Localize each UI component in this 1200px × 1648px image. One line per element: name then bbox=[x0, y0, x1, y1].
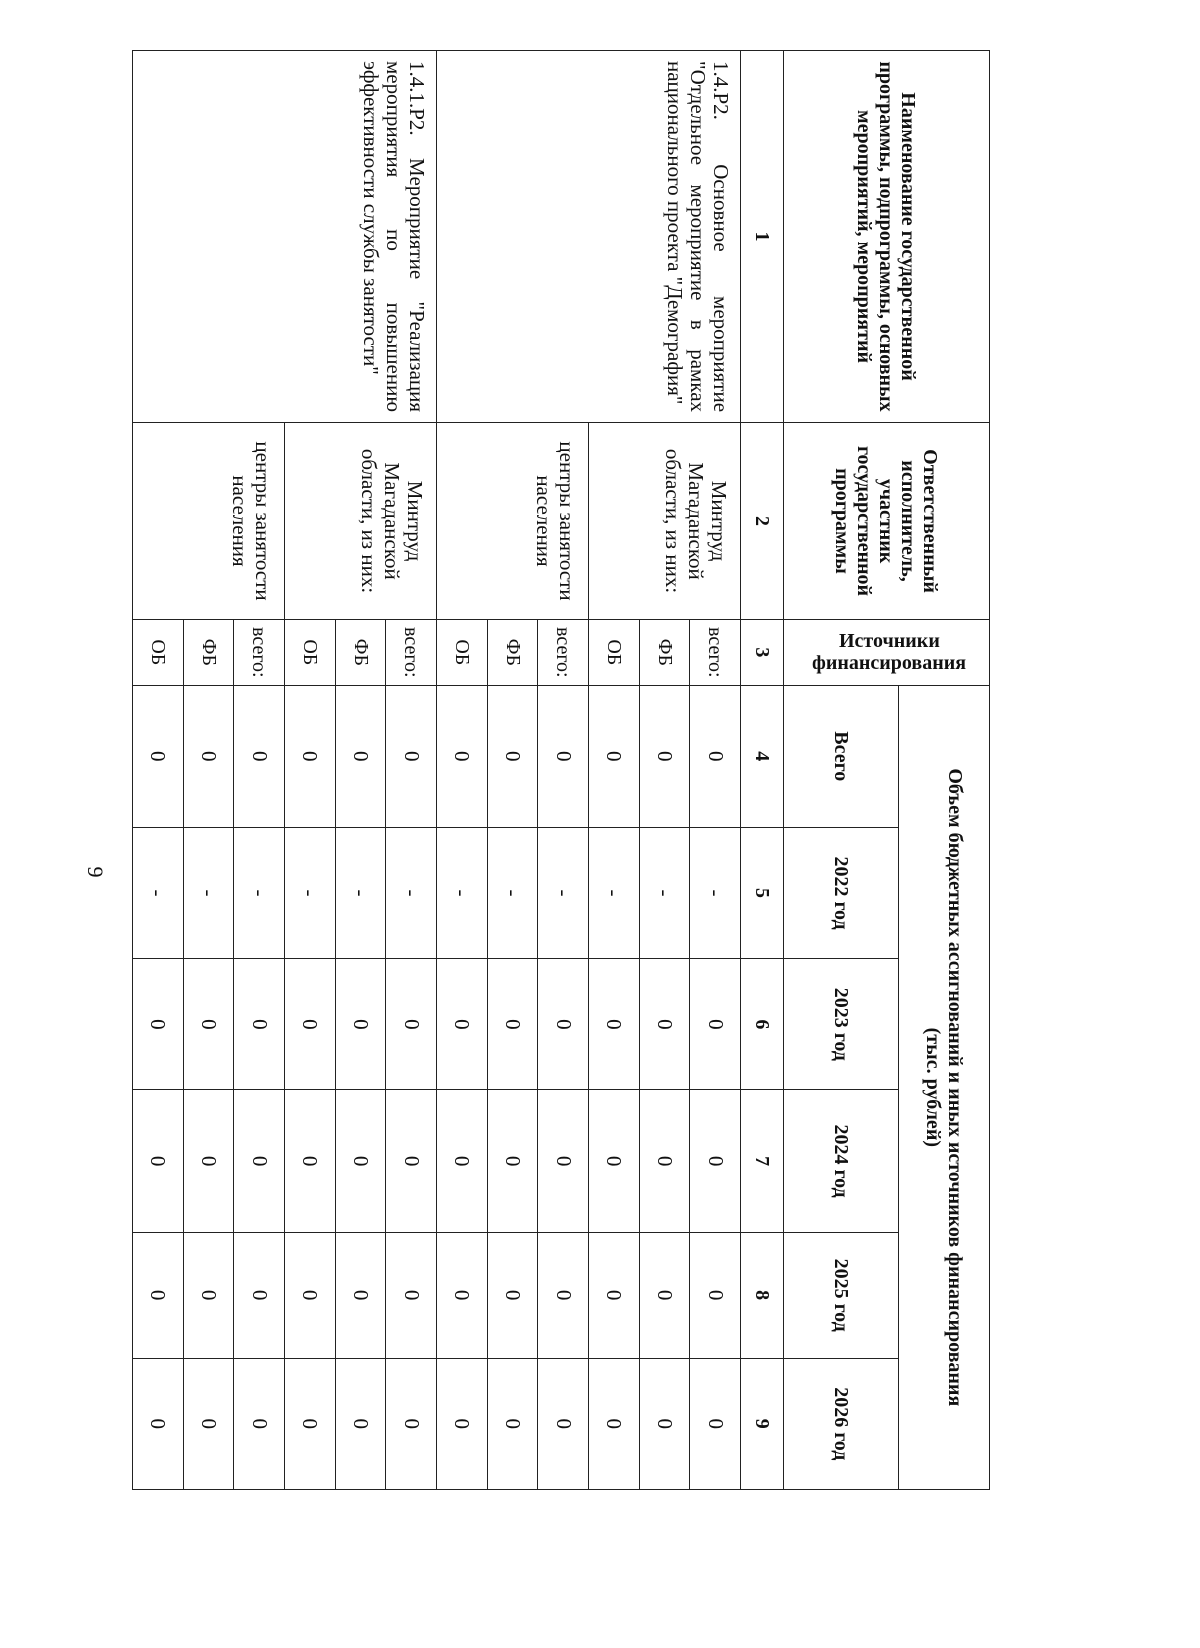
amount-cell: 0 bbox=[285, 1358, 336, 1489]
amount-cell: - bbox=[487, 827, 538, 958]
funding-source: всего: bbox=[386, 620, 437, 686]
amount-cell: 0 bbox=[639, 1358, 690, 1489]
amount-cell: 0 bbox=[538, 1358, 589, 1489]
header-name: Наименование государственной программы, подпрограммы, основных мероприятий, мероприятий bbox=[784, 51, 990, 423]
activity-name: 1.4.Р2. Основное мероприятие "Отдельное мероприятие в рамках национального проекта "Демография" bbox=[437, 51, 741, 423]
amount-cell: 0 bbox=[487, 959, 538, 1090]
amount-cell: 0 bbox=[690, 1090, 741, 1232]
amount-cell: 0 bbox=[183, 1090, 234, 1232]
responsible-executor: центры занятости населения bbox=[133, 423, 285, 620]
amount-cell: 0 bbox=[437, 1232, 488, 1358]
amount-cell: 0 bbox=[234, 959, 285, 1090]
amount-cell: 0 bbox=[487, 1358, 538, 1489]
column-number-2: 2 bbox=[741, 423, 784, 620]
header-year-5: 2026 год bbox=[784, 1358, 899, 1489]
header-responsible: Ответственный исполнитель, участник государственной программы bbox=[784, 423, 990, 620]
funding-group-title: Объем бюджетных ассигнований и иных источников финансирования bbox=[943, 768, 966, 1407]
table-row bbox=[386, 51, 437, 1490]
header-year-1: 2022 год bbox=[784, 827, 899, 958]
funding-unit: (тыс. рублей) bbox=[921, 1027, 944, 1147]
header-year-3: 2024 год bbox=[784, 1090, 899, 1232]
column-number-6: 6 bbox=[741, 959, 784, 1090]
amount-cell: 0 bbox=[234, 1232, 285, 1358]
funding-source: ОБ bbox=[285, 620, 336, 686]
amount-cell: - bbox=[639, 827, 690, 958]
amount-cell: 0 bbox=[183, 1358, 234, 1489]
header-year-4: 2025 год bbox=[784, 1232, 899, 1358]
column-number-8: 8 bbox=[741, 1232, 784, 1358]
amount-cell: 0 bbox=[690, 1358, 741, 1489]
activity-name: 1.4.1.Р2. Мероприятие "Реализация мероприятия по повышению эффективности службы занятости" bbox=[133, 51, 437, 423]
amount-cell: 0 bbox=[133, 959, 184, 1090]
amount-cell: 0 bbox=[335, 1232, 386, 1358]
funding-source: ОБ bbox=[589, 620, 640, 686]
amount-cell: 0 bbox=[589, 1358, 640, 1489]
amount-cell: - bbox=[589, 827, 640, 958]
amount-cell: 0 bbox=[335, 1358, 386, 1489]
amount-cell: 0 bbox=[335, 685, 386, 827]
amount-cell: 0 bbox=[589, 1232, 640, 1358]
amount-cell: 0 bbox=[133, 1232, 184, 1358]
amount-cell: 0 bbox=[589, 959, 640, 1090]
table-row bbox=[690, 51, 741, 1490]
amount-cell: 0 bbox=[234, 1090, 285, 1232]
amount-cell: 0 bbox=[285, 959, 336, 1090]
amount-cell: 0 bbox=[133, 685, 184, 827]
amount-cell: 0 bbox=[639, 685, 690, 827]
rotated-table-sheet bbox=[146, 50, 990, 1490]
column-number-9: 9 bbox=[741, 1358, 784, 1489]
amount-cell: - bbox=[386, 827, 437, 958]
financing-table bbox=[132, 50, 990, 1490]
amount-cell: - bbox=[538, 827, 589, 958]
amount-cell: 0 bbox=[285, 1232, 336, 1358]
header-sources bbox=[784, 620, 990, 686]
amount-cell: - bbox=[437, 827, 488, 958]
amount-cell: 0 bbox=[437, 959, 488, 1090]
amount-cell: 0 bbox=[639, 959, 690, 1090]
amount-cell: 0 bbox=[690, 685, 741, 827]
amount-cell: 0 bbox=[386, 1090, 437, 1232]
column-number-row bbox=[741, 51, 784, 1490]
amount-cell: 0 bbox=[234, 685, 285, 827]
amount-cell: 0 bbox=[386, 1358, 437, 1489]
amount-cell: 0 bbox=[437, 685, 488, 827]
amount-cell: 0 bbox=[487, 1232, 538, 1358]
page-number: 9 bbox=[83, 866, 108, 878]
amount-cell: - bbox=[335, 827, 386, 958]
amount-cell: 0 bbox=[386, 685, 437, 827]
amount-cell: - bbox=[285, 827, 336, 958]
header-year-2: 2023 год bbox=[784, 959, 899, 1090]
column-number-1: 1 bbox=[741, 51, 784, 423]
column-number-5: 5 bbox=[741, 827, 784, 958]
amount-cell: 0 bbox=[133, 1090, 184, 1232]
amount-cell: 0 bbox=[639, 1232, 690, 1358]
funding-source: ФБ bbox=[335, 620, 386, 686]
amount-cell: 0 bbox=[133, 1358, 184, 1489]
funding-source: ФБ bbox=[487, 620, 538, 686]
amount-cell: 0 bbox=[183, 959, 234, 1090]
amount-cell: 0 bbox=[183, 1232, 234, 1358]
header-row-top bbox=[898, 51, 989, 1490]
amount-cell: 0 bbox=[437, 1358, 488, 1489]
amount-cell: - bbox=[183, 827, 234, 958]
amount-cell: 0 bbox=[538, 959, 589, 1090]
amount-cell: - bbox=[133, 827, 184, 958]
amount-cell: 0 bbox=[285, 1090, 336, 1232]
funding-source: ФБ bbox=[639, 620, 690, 686]
header-sources-text: Источники финансирования bbox=[811, 630, 967, 675]
column-number-4: 4 bbox=[741, 685, 784, 827]
amount-cell: - bbox=[234, 827, 285, 958]
amount-cell: 0 bbox=[437, 1090, 488, 1232]
amount-cell: 0 bbox=[538, 1232, 589, 1358]
funding-source: ФБ bbox=[183, 620, 234, 686]
responsible-executor: центры занятости населения bbox=[437, 423, 589, 620]
amount-cell: 0 bbox=[538, 685, 589, 827]
amount-cell: 0 bbox=[285, 685, 336, 827]
amount-cell: 0 bbox=[183, 685, 234, 827]
amount-cell: 0 bbox=[690, 1232, 741, 1358]
amount-cell: 0 bbox=[335, 959, 386, 1090]
responsible-executor: Минтруд Магаданской области, из них: bbox=[285, 423, 437, 620]
amount-cell: 0 bbox=[639, 1090, 690, 1232]
amount-cell: 0 bbox=[386, 1232, 437, 1358]
header-funding-group bbox=[898, 685, 989, 1489]
amount-cell: 0 bbox=[335, 1090, 386, 1232]
column-number-7: 7 bbox=[741, 1090, 784, 1232]
responsible-executor: Минтруд Магаданской области, из них: bbox=[589, 423, 741, 620]
amount-cell: 0 bbox=[487, 685, 538, 827]
amount-cell: 0 bbox=[589, 685, 640, 827]
funding-source: всего: bbox=[538, 620, 589, 686]
amount-cell: - bbox=[690, 827, 741, 958]
amount-cell: 0 bbox=[589, 1090, 640, 1232]
funding-source: всего: bbox=[234, 620, 285, 686]
funding-source: всего: bbox=[690, 620, 741, 686]
amount-cell: 0 bbox=[487, 1090, 538, 1232]
header-year-0: Всего bbox=[784, 685, 899, 827]
funding-source: ОБ bbox=[437, 620, 488, 686]
amount-cell: 0 bbox=[690, 959, 741, 1090]
amount-cell: 0 bbox=[538, 1090, 589, 1232]
funding-source: ОБ bbox=[133, 620, 184, 686]
amount-cell: 0 bbox=[386, 959, 437, 1090]
amount-cell: 0 bbox=[234, 1358, 285, 1489]
column-number-3: 3 bbox=[741, 620, 784, 686]
table-body bbox=[133, 51, 741, 1490]
